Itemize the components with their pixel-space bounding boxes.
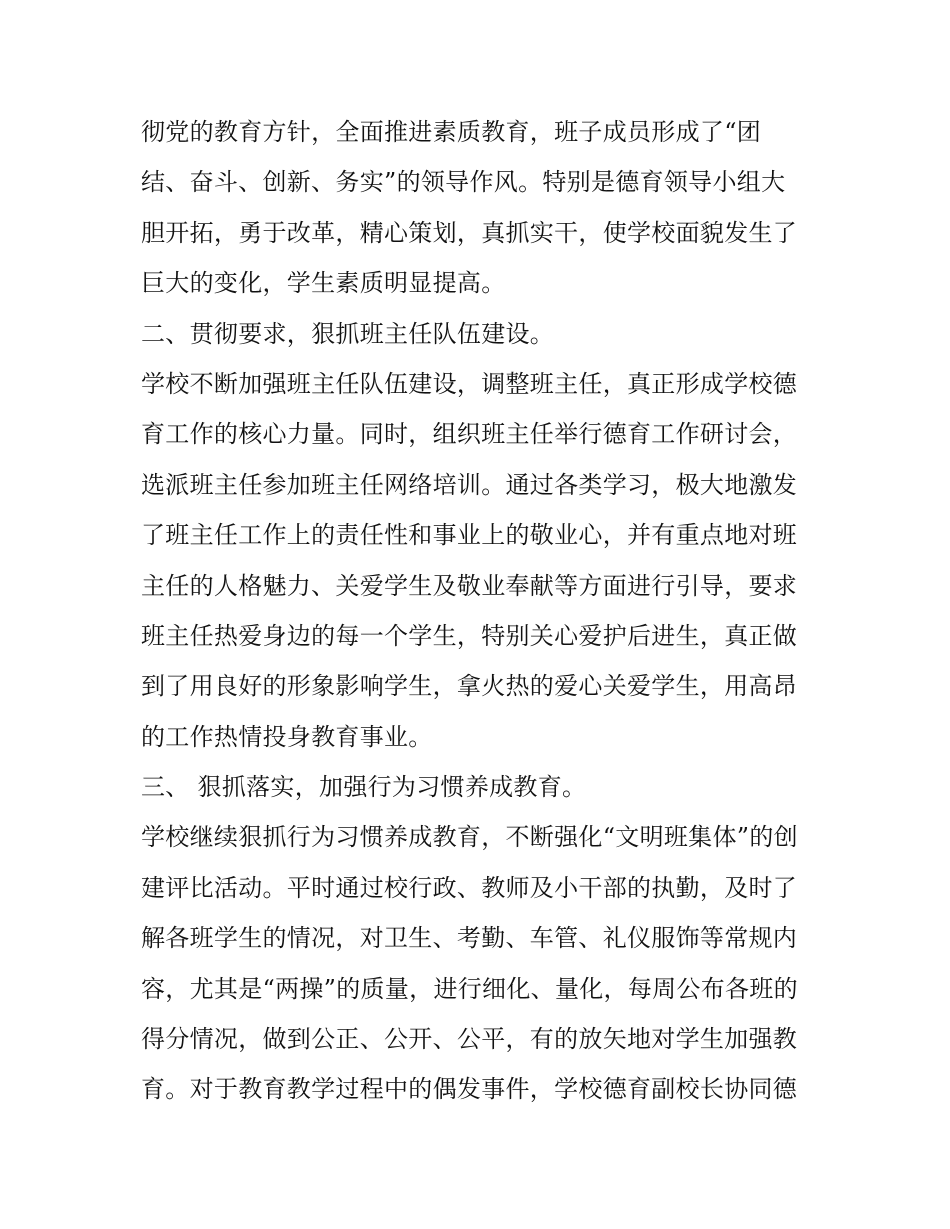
text-line: 班主任热爱身边的每一个学生，特别关心爱护后进生，真正做 bbox=[141, 621, 798, 650]
text-line: 结、奋斗、创新、务实”的领导作风。特别是德育领导小组大 bbox=[141, 168, 786, 197]
text-line: 了班主任工作上的责任性和事业上的敬业心，并有重点地对班 bbox=[141, 521, 798, 550]
section-heading: 三、 狠抓落实，加强行为习惯养成教育。 bbox=[141, 773, 587, 802]
text-line: 彻党的教育方针，全面推进素质教育，班子成员形成了“团 bbox=[141, 118, 762, 146]
text-line: 巨大的变化，学生素质明显提高。 bbox=[141, 269, 506, 298]
text-line: 育工作的核心力量。同时，组织班主任举行德育工作研讨会， bbox=[141, 420, 798, 449]
text-line: 学校继续狠抓行为习惯养成教育，不断强化“文明班集体”的创 bbox=[141, 823, 798, 852]
document-body bbox=[141, 107, 821, 1115]
text-line: 育。对于教育教学过程中的偶发事件，学校德育副校长协同德 bbox=[141, 1075, 798, 1104]
text-line: 得分情况，做到公正、公开、公平，有的放矢地对学生加强教 bbox=[141, 1025, 798, 1054]
text-line: 解各班学生的情况，对卫生、考勤、车管、礼仪服饰等常规内 bbox=[141, 924, 798, 953]
text-line: 胆开拓，勇于改革，精心策划，真抓实干，使学校面貌发生了 bbox=[141, 218, 798, 247]
text-line: 到了用良好的形象影响学生，拿火热的爱心关爱学生，用高昂 bbox=[141, 672, 798, 701]
text-line: 建评比活动。平时通过校行政、教师及小干部的执勤，及时了 bbox=[141, 873, 798, 902]
section-heading: 二、贯彻要求，狠抓班主任队伍建设。 bbox=[141, 319, 555, 348]
text-line: 学校不断加强班主任队伍建设，调整班主任，真正形成学校德 bbox=[141, 369, 798, 398]
text-line: 的工作热情投身教育事业。 bbox=[141, 722, 433, 751]
text-line: 主任的人格魅力、关爱学生及敬业奉献等方面进行引导，要求 bbox=[141, 571, 798, 600]
text-line: 容，尤其是“两操”的质量，进行细化、量化，每周公布各班的 bbox=[141, 974, 798, 1003]
text-line: 选派班主任参加班主任网络培训。通过各类学习，极大地激发 bbox=[141, 470, 798, 499]
